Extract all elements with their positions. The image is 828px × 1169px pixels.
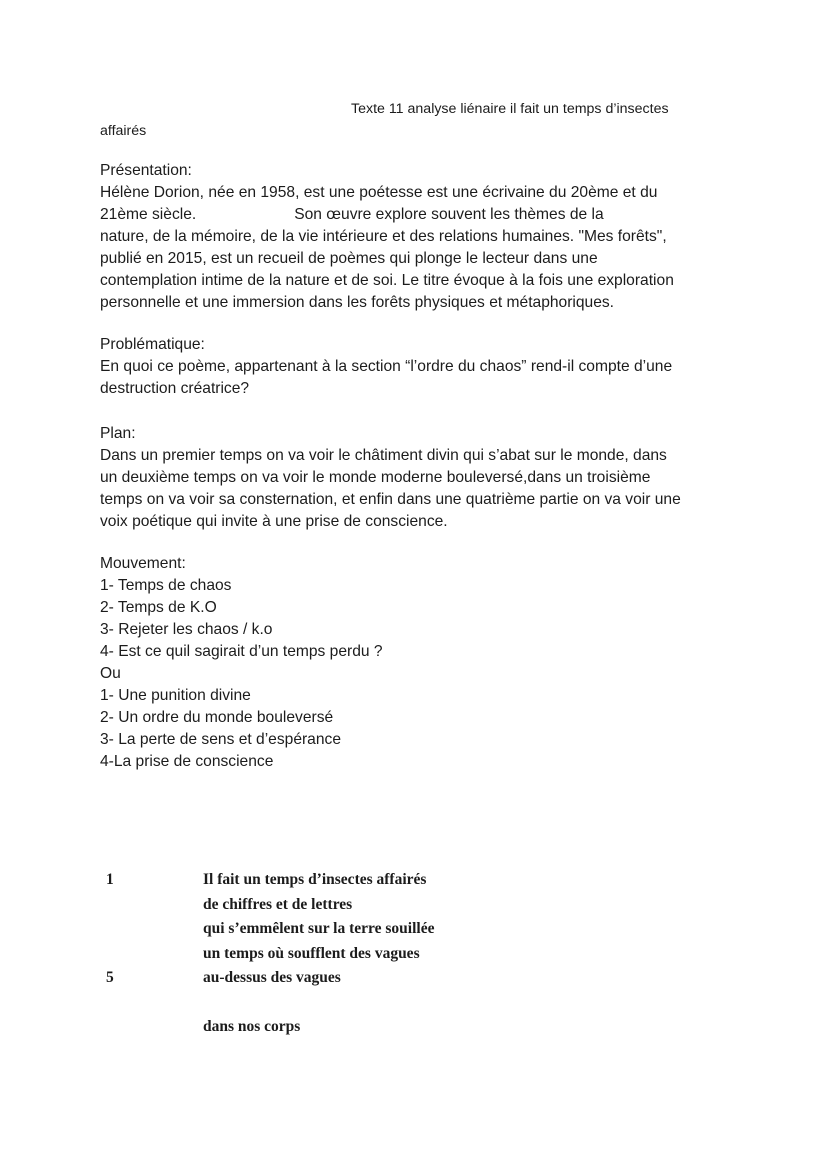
document-title: Texte 11 analyse liénaire il fait un temps d’insectes <box>351 101 669 117</box>
document-title-continuation: affairés <box>100 123 147 139</box>
presentation-line: publié en 2015, est un recueil de poèmes qui plonge le lecteur dans une <box>100 250 598 267</box>
presentation-line: nature, de la mémoire, de la vie intérieure et des relations humaines. "Mes forêts", <box>100 228 667 245</box>
presentation-line: contemplation intime de la nature et de soi. Le titre évoque à la fois une exploration <box>100 272 674 289</box>
poem-line: au-dessus des vagues <box>203 969 341 986</box>
mouvement-separator: Ou <box>100 665 121 682</box>
mouvement-item: 2- Un ordre du monde bouleversé <box>100 709 334 726</box>
plan-line: un deuxième temps on va voir le monde moderne bouleversé,dans un troisième <box>100 469 651 486</box>
presentation-line-part: 21ème siècle. <box>100 206 197 223</box>
presentation-section <box>100 160 740 314</box>
problematique-line: destruction créatrice? <box>100 380 250 397</box>
plan-heading: Plan: <box>100 425 136 442</box>
presentation-heading: Présentation: <box>100 162 192 179</box>
poem-line: un temps où soufflent des vagues <box>203 944 420 962</box>
mouvement-item: 3- Rejeter les chaos / k.o <box>100 621 273 638</box>
poem-line: de chiffres et de lettres <box>203 895 353 913</box>
presentation-line-part: Son œuvre explore souvent les thèmes de la <box>294 206 604 223</box>
poem-line: qui s’emmêlent sur la terre souillée <box>203 920 435 937</box>
mouvement-item: 4-La prise de conscience <box>100 753 274 770</box>
mouvement-section <box>100 553 740 773</box>
plan-line: Dans un premier temps on va voir le châtiment divin qui s’abat sur le monde, dans <box>100 447 667 464</box>
mouvement-item: 2- Temps de K.O <box>100 599 217 616</box>
mouvement-item: 1- Temps de chaos <box>100 577 232 594</box>
problematique-section <box>100 334 740 400</box>
problematique-line: En quoi ce poème, appartenant à la section “l’ordre du chaos” rend-il compte d’une <box>100 358 673 375</box>
presentation-line: personnelle et une immersion dans les forêts physiques et métaphoriques. <box>100 294 615 311</box>
mouvement-item: 3- La perte de sens et d’espérance <box>100 731 341 748</box>
plan-line: temps on va voir sa consternation, et enfin dans une quatrième partie on va voir une <box>100 491 681 508</box>
mouvement-item: 1- Une punition divine <box>100 687 251 704</box>
presentation-line: Hélène Dorion, née en 1958, est une poétesse est une écrivaine du 20ème et du <box>100 184 658 201</box>
mouvement-item: 4- Est ce quil sagirait d’un temps perdu ? <box>100 643 383 660</box>
poem-line-number: 1 <box>106 871 114 888</box>
plan-section <box>100 423 740 533</box>
mouvement-heading: Mouvement: <box>100 555 186 572</box>
poem-line: dans nos corps <box>203 1018 301 1035</box>
plan-line: voix poétique qui invite à une prise de conscience. <box>100 513 448 530</box>
presentation-line <box>100 204 740 226</box>
poem-line: Il fait un temps d’insectes affairés <box>203 871 427 888</box>
poem-line-number: 5 <box>106 969 114 986</box>
problematique-heading: Problématique: <box>100 336 205 353</box>
